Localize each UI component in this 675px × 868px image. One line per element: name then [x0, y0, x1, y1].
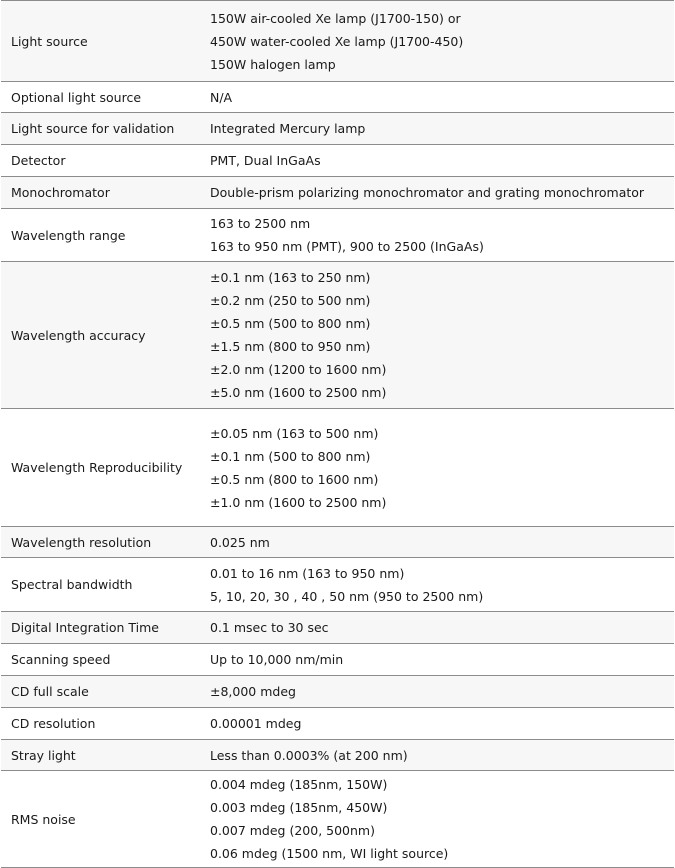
spec-label-cell [1, 771, 200, 868]
spec-value-cell [200, 676, 674, 708]
spec-label: Optional light source [11, 89, 142, 105]
spec-value-cell [200, 82, 674, 113]
spec-value-line: ±0.5 nm (500 to 800 nm) [210, 316, 371, 331]
spec-value-line: ±0.5 nm (800 to 1600 nm) [210, 471, 379, 487]
spec-value-cell [200, 612, 674, 644]
spec-label-cell [1, 527, 200, 558]
spec-label: Wavelength range [11, 227, 126, 243]
spec-label: RMS noise [11, 811, 76, 827]
spec-value-line: ±2.0 nm (1200 to 1600 nm) [210, 362, 387, 377]
spec-value-line: Up to 10,000 nm/min [210, 652, 344, 667]
spec-value-line: ±5.0 nm (1600 to 2500 nm) [210, 385, 387, 400]
spec-label: Stray light [11, 747, 76, 763]
spec-value-line: 0.007 mdeg (200, 500nm) [210, 823, 375, 838]
spec-label: Wavelength resolution [11, 534, 152, 550]
spec-value-cell [200, 113, 674, 145]
spec-row [1, 527, 674, 558]
spec-row [1, 558, 674, 612]
spec-value-line: 450W water-cooled Xe lamp (J1700-450) [210, 33, 464, 49]
spec-label-cell [1, 409, 200, 527]
spec-value-line: ±0.1 nm (163 to 250 nm) [210, 270, 371, 285]
spec-value-line: N/A [210, 89, 233, 105]
spec-value-line: 0.1 msec to 30 sec [210, 620, 329, 635]
spec-label-cell [1, 740, 200, 771]
spec-value-line: 0.025 nm [210, 534, 270, 550]
spec-row [1, 740, 674, 771]
spec-value-line: 0.00001 mdeg [210, 716, 302, 731]
spec-label: Detector [11, 153, 66, 168]
spec-value-line: ±8,000 mdeg [210, 684, 296, 699]
spec-value-line: ±0.2 nm (250 to 500 nm) [210, 293, 371, 308]
spec-label: Scanning speed [11, 652, 111, 667]
spec-value-cell [200, 145, 674, 177]
spec-label: Digital Integration Time [11, 620, 159, 635]
spec-value-cell [200, 740, 674, 771]
spec-value-line: Less than 0.0003% (at 200 nm) [210, 747, 408, 763]
spec-value-cell [200, 409, 674, 527]
spec-row [1, 644, 674, 676]
spec-row [1, 262, 674, 409]
spec-label-cell [1, 177, 200, 209]
spec-value-line: 5, 10, 20, 30 , 40 , 50 nm (950 to 2500 nm) [210, 588, 484, 604]
spec-value-line: 0.01 to 16 nm (163 to 950 nm) [210, 565, 405, 581]
spec-row [1, 771, 674, 868]
spec-row [1, 409, 674, 527]
spec-row [1, 209, 674, 262]
spec-label-cell [1, 113, 200, 145]
spec-value-cell [200, 527, 674, 558]
spec-label: CD resolution [11, 716, 96, 731]
spec-row [1, 113, 674, 145]
spec-label-cell [1, 209, 200, 262]
spec-value-line: 0.004 mdeg (185nm, 150W) [210, 777, 388, 792]
spec-value-cell [200, 771, 674, 868]
spec-label: Wavelength accuracy [11, 327, 146, 343]
spec-value-line: 150W halogen lamp [210, 56, 336, 72]
spec-label-cell [1, 708, 200, 740]
spec-label: Wavelength Reproducibility [11, 460, 183, 475]
spec-value-line: 163 to 2500 nm [210, 216, 311, 231]
spec-label-cell [1, 558, 200, 612]
spec-table [1, 0, 674, 868]
spec-value-line: 0.003 mdeg (185nm, 450W) [210, 800, 388, 815]
spec-value-line: Integrated Mercury lamp [210, 121, 366, 136]
spec-row [1, 612, 674, 644]
spec-row [1, 1, 674, 82]
spec-label: Light source for validation [11, 121, 175, 136]
spec-value-cell [200, 644, 674, 676]
spec-value-cell [200, 708, 674, 740]
spec-value-line: ±0.05 nm (163 to 500 nm) [210, 425, 379, 441]
spec-label: Light source [11, 33, 88, 49]
spec-value-cell [200, 558, 674, 612]
spec-row [1, 145, 674, 177]
spec-value-cell [200, 1, 674, 82]
spec-label-cell [1, 82, 200, 113]
spec-label: CD full scale [11, 684, 89, 699]
spec-label: Spectral bandwidth [11, 577, 133, 592]
spec-table-body [1, 1, 674, 868]
spec-value-line: 150W air-cooled Xe lamp (J1700-150) or [210, 10, 461, 26]
spec-row [1, 676, 674, 708]
spec-row [1, 177, 674, 209]
spec-value-cell [200, 177, 674, 209]
spec-label: Monochromator [11, 185, 110, 200]
spec-value-line: ±1.0 nm (1600 to 2500 nm) [210, 494, 387, 510]
spec-value-line: 0.06 mdeg (1500 nm, WI light source) [210, 846, 449, 861]
spec-label-cell [1, 612, 200, 644]
spec-label-cell [1, 262, 200, 409]
spec-label-cell [1, 1, 200, 82]
spec-label-cell [1, 676, 200, 708]
spec-label-cell [1, 145, 200, 177]
spec-value-cell [200, 209, 674, 262]
spec-value-line: ±1.5 nm (800 to 950 nm) [210, 339, 371, 354]
spec-value-line: Double-prism polarizing monochromator and grating monochromator [210, 185, 645, 200]
spec-row [1, 708, 674, 740]
spec-value-line: ±0.1 nm (500 to 800 nm) [210, 448, 371, 464]
spec-label-cell [1, 644, 200, 676]
spec-value-line: PMT, Dual InGaAs [210, 153, 321, 168]
spec-value-cell [200, 262, 674, 409]
spec-row [1, 82, 674, 113]
spec-value-line: 163 to 950 nm (PMT), 900 to 2500 (InGaAs) [210, 239, 484, 254]
